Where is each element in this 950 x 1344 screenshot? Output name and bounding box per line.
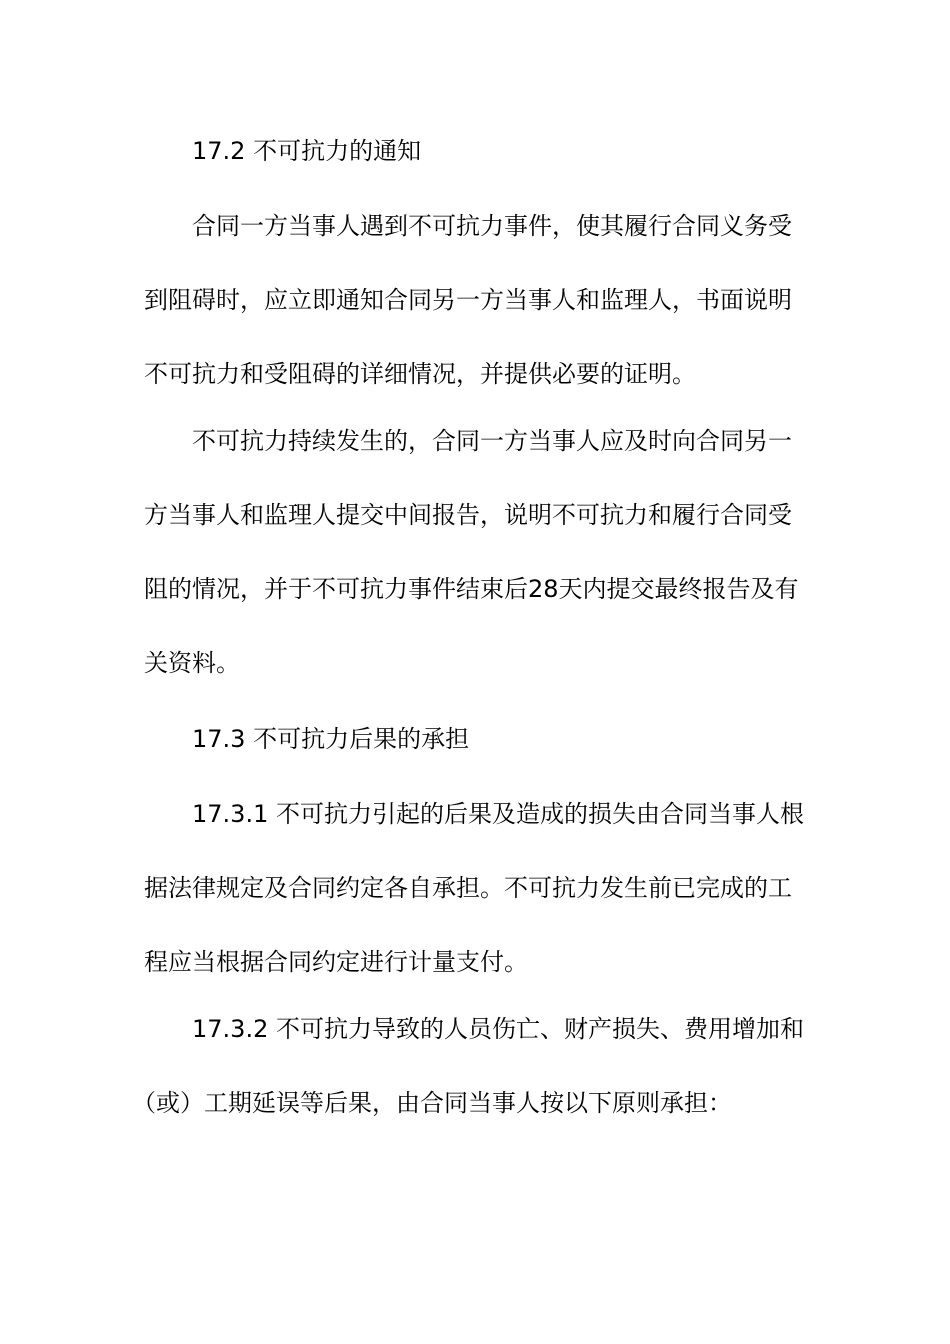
paragraph-line: 程应当根据合同约定进行计量支付。: [144, 948, 528, 976]
paragraph-line: 阻的情况，并于不可抗力事件结束后28天内提交最终报告及有: [144, 575, 799, 603]
paragraph-line: 关资料。: [144, 649, 240, 677]
paragraph-line: 合同一方当事人遇到不可抗力事件，使其履行合同义务受: [192, 212, 792, 240]
paragraph-line: 到阻碍时，应立即通知合同另一方当事人和监理人，书面说明: [144, 286, 792, 314]
paragraph-line: 17.3.1 不可抗力引起的后果及造成的损失由合同当事人根: [192, 800, 804, 828]
section-heading-17-3: 17.3 不可抗力后果的承担: [192, 725, 470, 753]
paragraph-line: 17.3.2 不可抗力导致的人员伤亡、财产损失、费用增加和: [192, 1015, 804, 1043]
paragraph-line: 方当事人和监理人提交中间报告，说明不可抗力和履行合同受: [144, 501, 792, 529]
paragraph-line: 不可抗力和受阻碍的详细情况，并提供必要的证明。: [144, 360, 696, 388]
section-heading-17-2: 17.2 不可抗力的通知: [192, 137, 422, 165]
paragraph-line: 不可抗力持续发生的，合同一方当事人应及时向合同另一: [192, 427, 792, 455]
paragraph-line: （或）工期延误等后果，由合同当事人按以下原则承担：: [132, 1089, 732, 1117]
paragraph-line: 据法律规定及合同约定各自承担。不可抗力发生前已完成的工: [144, 874, 792, 902]
